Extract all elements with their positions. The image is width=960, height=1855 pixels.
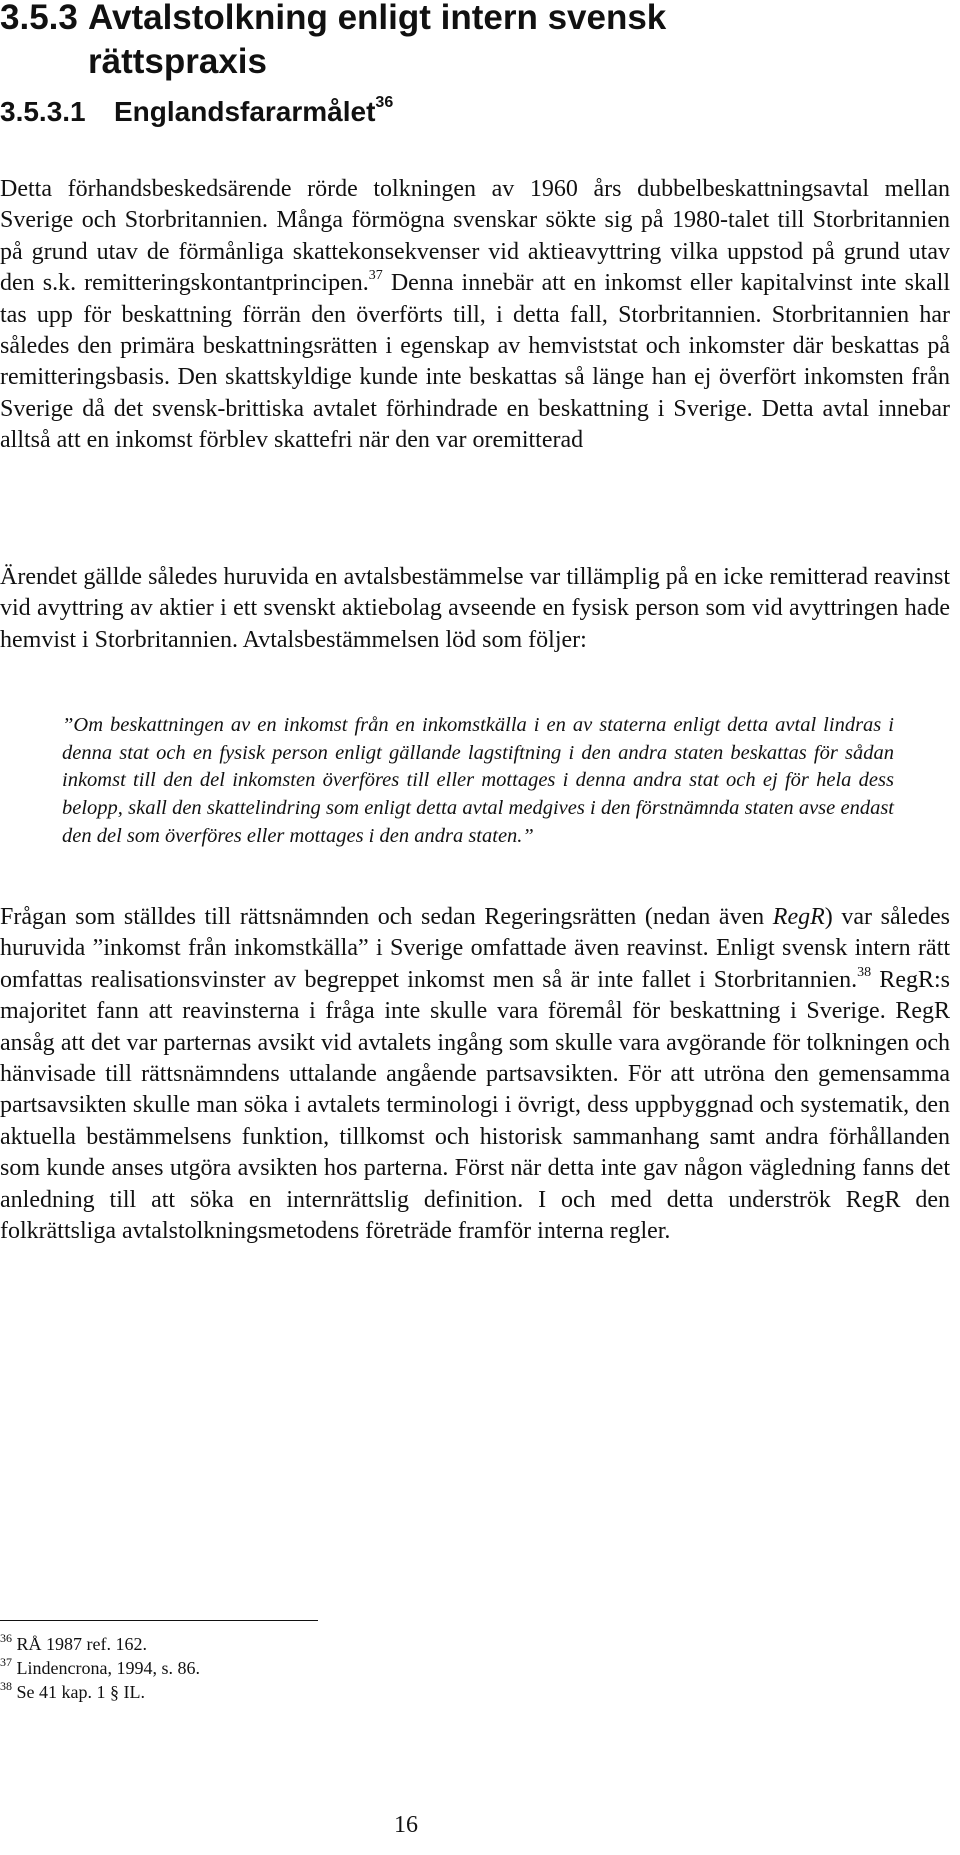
- paragraph-3: [0, 902, 950, 1247]
- footnote-ref-36[interactable]: 36: [375, 94, 394, 111]
- footnote-ref-37[interactable]: 37: [368, 268, 383, 284]
- paragraph-2-text: Ärendet gällde således huruvida en avtalsbestämmelse var tillämplig på en icke remitterad reavinst vid avyttring av aktier i ett svenskt aktiebolag avseende en fysisk person som vid avyttringen hade hemvist i Storbritannien. Avtalsbestämmelsen löd som följer:: [0, 564, 950, 653]
- section-heading: [0, 0, 708, 84]
- paragraph-2: [0, 562, 950, 656]
- paragraph-1: [0, 174, 950, 457]
- footnotes: [0, 1632, 500, 1704]
- paragraph-1-part-a: Detta förhandsbeskedsärende rörde tolkningen av 1960 års dubbelbeskattningsavtal mellan Sverige och Storbritannien. Många förmögna svenskar sökte sig på 1980-talet till Storbritannien på grund utav de förmånliga skattekonsekvenser vid aktieavyttring vilka uppstod på grund utav den s.k. remitteringskontantprincipen.: [0, 176, 950, 297]
- subsection-title: Englandsfararmålet: [114, 96, 376, 127]
- footnote-37: [0, 1656, 500, 1680]
- paragraph-3-part-c: RegR:s majoritet fann att reavinsterna i fråga inte skulle vara föremål för beskattning i Sverige. RegR ansåg att det var parternas avsikt vid avtalets ingång som skulle vara avgörande för tolkningen och hänvisade till rättsnämndens uttalande angående partsavsikten. För att utröna den gemensamma partsavsikten skulle man söka i avtalets terminologi i övrigt, dess uppbyggnad och systematik, den aktuella bestämmelsens funktion, tillkomst och historisk sammanhang samt andra förhållanden som kunde anses utgöra avsikten hos parterna. Först när detta inte gav någon vägledning fanns det anledning till att söka en internrättslig definition. I och med detta underströk RegR den folkrättsliga avtalstolkningsmetodens företräde framför interna regler.: [0, 966, 950, 1245]
- footnote-38: [0, 1680, 500, 1704]
- footnote-text: Lindencrona, 1994, s. 86.: [12, 1658, 200, 1678]
- footnote-ref-38[interactable]: 38: [857, 964, 872, 980]
- quote-text: ”Om beskattningen av en inkomst från en inkomstkälla i en av staterna enligt detta avtal lindras i denna stat och en fysisk person enligt gällande lagstiftning i den andra staten beskattas för sådan inkomst till den del inkomsten överföres till eller mottages i denna andra stat och ej för hela dess belopp, skall den skattelindring som enligt detta avtal medgives i den förstnämnda staten avse endast den del som överföres eller mottages i den andra staten.”: [62, 714, 894, 847]
- footnote-text: RÅ 1987 ref. 162.: [12, 1634, 147, 1654]
- paragraph-3-part-a: Frågan som ställdes till rättsnämnden och sedan Regeringsrätten (nedan även: [0, 904, 773, 930]
- paragraph-3-part-b: ) var således huruvida ”inkomst från inkomstkälla” i Sverige omfattade även reavinst. Enligt svensk intern rätt omfattas realisationsvinster av begreppet inkomst men så är inte fallet i Storbritannien.: [0, 904, 950, 993]
- section-title: Avtalstolkning enligt intern svensk rättspraxis: [88, 0, 667, 81]
- regr-abbreviation: RegR: [772, 904, 825, 930]
- footnote-36: [0, 1632, 500, 1656]
- subsection-heading: [0, 94, 393, 130]
- page-number: 16: [394, 1812, 418, 1838]
- subsection-number: 3.5.3.1: [0, 96, 86, 127]
- section-number: 3.5.3: [0, 0, 78, 37]
- footnote-number: 38: [0, 1679, 12, 1693]
- paragraph-1-part-b: Denna innebär att en inkomst eller kapitalvinst inte skall tas upp för beskattning förrän den överförts till, i detta fall, Storbritannien. Storbritannien har således den primära beskattningsrätten i egenskap av hemviststat och inkomster där beskattas på remitteringsbasis. Den skattskyldige kunde inte beskattas så länge han ej överfört inkomsten från Sverige då det svensk-brittiska avtalet förhindrade en beskattning i Sverige. Detta avtal innebar alltså att en inkomst förblev skattefri när den var oremitterad: [0, 270, 950, 454]
- quoted-treaty-provision: [62, 712, 894, 851]
- footnote-number: 36: [0, 1631, 12, 1645]
- footnote-divider: [0, 1620, 318, 1621]
- footnote-text: Se 41 kap. 1 § IL.: [12, 1682, 145, 1702]
- footnote-number: 37: [0, 1655, 12, 1669]
